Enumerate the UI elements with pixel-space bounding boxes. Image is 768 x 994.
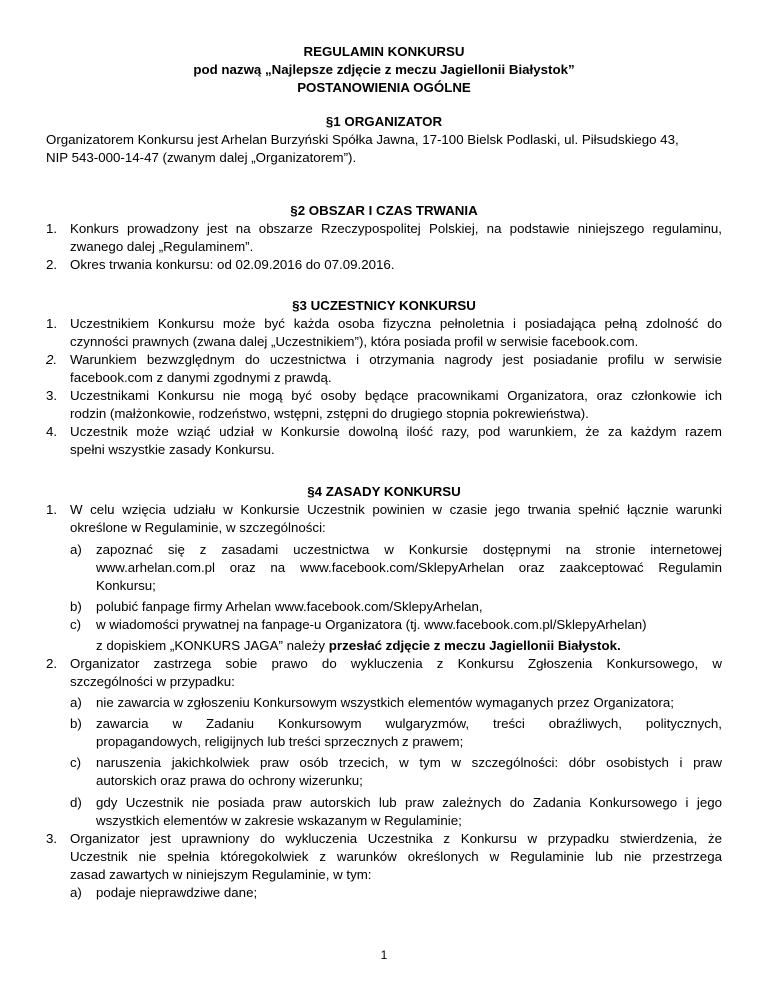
list-item-text: szczególności w przypadku: (70, 674, 235, 689)
list-number: 2. (46, 352, 58, 367)
sublist-item-text: www.arhelan.com.pl oraz na www.facebook.com/SklepyArhelan oraz zaakceptować Regulamin (96, 560, 722, 575)
section-1-line: Organizatorem Konkursu jest Arhelan Burzyński Spółka Jawna, 17-100 Bielsk Podlaski, ul. Piłsudskiego 43, (46, 132, 679, 147)
list-item-text: Uczestnik może wziąć udział w Konkursie dowolną ilość razy, pod warunkiem, że za każdym razem (70, 424, 722, 439)
list-item-text: rodzin (małżonkowie, rodzeństwo, wstępni, zstępni do drugiego stopnia pokrewieństwa). (70, 406, 589, 421)
sublist-item-text: propagandowych, religijnych lub treści sprzecznych z prawem; (96, 734, 464, 749)
general-provisions-heading: POSTANOWIENIA OGÓLNE (297, 80, 471, 95)
sublist-label: a) (70, 695, 82, 710)
list-item-text: Okres trwania konkursu: od 02.09.2016 do 07.09.2016. (70, 257, 395, 272)
sublist-item-text: nie zawarcia w zgłoszeniu Konkursowym wszystkich elementów wymaganych przez Organizatora; (96, 695, 674, 710)
list-item-text: zwanego dalej „Regulaminem”. (70, 239, 254, 254)
list-number: 1. (46, 502, 58, 517)
list-item-text: określone w Regulaminie, w szczególności: (70, 520, 326, 535)
list-item-text: W celu wzięcia udziału w Konkursie Uczestnik powinien w czasie jego trwania spełnić łącznie warunki (70, 502, 722, 517)
list-item-text: czynności prawnych (zwana dalej „Uczestnikiem”), która posiada profil w serwisie facebook.com. (70, 334, 639, 349)
list-number: 3. (46, 388, 58, 403)
sublist-label: b) (70, 716, 82, 731)
sublist-item-text: gdy Uczestnik nie posiada praw autorskich lub praw zależnych do Zadania Konkursowego i jego (96, 795, 722, 810)
sublist-item-text: zapoznać się z zasadami uczestnictwa w Konkursie dostępnymi na stronie internetowej (96, 542, 722, 557)
sublist-item-text: w wiadomości prywatnej na fanpage-u Organizatora (tj. www.facebook.com.pl/SklepyArhelan) (96, 617, 647, 632)
section-4-heading: §4 ZASADY KONKURSU (307, 484, 461, 499)
document-title: REGULAMIN KONKURSU (303, 44, 465, 59)
sublist-item-text: polubić fanpage firmy Arhelan www.facebook.com/SklepyArhelan, (96, 599, 483, 614)
sublist-label: a) (70, 885, 82, 900)
list-number: 3. (46, 831, 58, 846)
list-item-text: Organizator jest uprawniony do wykluczenia Uczestnika z Konkursu w przypadku stwierdzenia, że (70, 831, 722, 846)
list-item-text: Konkurs prowadzony jest na obszarze Rzeczypospolitej Polskiej, na podstawie niniejszego regulaminu, (70, 221, 722, 236)
sublist-item-text: naruszenia jakichkolwiek praw osób trzecich, w tym w szczególności: dóbr osobistych i praw (96, 755, 722, 770)
sublist-item-text: wszystkich elementów w zakresie wskazanym w Regulaminie; (96, 813, 462, 828)
sublist-label: d) (70, 795, 82, 810)
section-1-heading: §1 ORGANIZATOR (325, 114, 443, 129)
sublist-item-text: zawarcia w Zadaniu Konkursowym wulgaryzmów, treści obraźliwych, politycznych, (96, 716, 722, 731)
sublist-item-text: Konkursu; (96, 578, 156, 593)
list-item-text: facebook.com z danymi zgodnymi z prawdą. (70, 370, 332, 385)
list-number: 4. (46, 424, 58, 439)
list-number: 2. (46, 656, 58, 671)
list-item-text: Uczestnik nie spełnia któregokolwiek z warunków określonych w Regulaminie lub nie przestrzega (70, 849, 722, 864)
document-subtitle: pod nazwą „Najlepsze zdjęcie z meczu Jagiellonii Białystok” (193, 62, 575, 77)
sublist-label: b) (70, 599, 82, 614)
sublist-label: c) (70, 755, 82, 770)
section-1-line: NIP 543-000-14-47 (zwanym dalej „Organizatorem”). (46, 150, 357, 165)
sublist-item-text: autorskich oraz prawa do ochrony wizerunku; (96, 773, 363, 788)
list-item-text: Uczestnikiem Konkursu może być każda osoba fizyczna pełnoletnia i posiadająca pełną zdolność do (70, 316, 722, 331)
list-item-text: spełni wszystkie zasady Konkursu. (70, 442, 275, 457)
sublist-label: c) (70, 617, 82, 632)
section-2-heading: §2 OBSZAR I CZAS TRWANIA (290, 203, 478, 218)
sublist-item-text-regular: z dopiskiem „KONKURS JAGA” należy (96, 638, 329, 653)
list-item-text: zasad zawartych w niniejszym Regulaminie, w tym: (70, 867, 372, 882)
list-number: 1. (46, 316, 58, 331)
page-number: 1 (380, 948, 388, 962)
list-number: 2. (46, 257, 58, 272)
sublist-item-text (96, 637, 621, 655)
list-item-text: Organizator zastrzega sobie prawo do wykluczenia z Konkursu Zgłoszenia Konkursowego, w (70, 656, 722, 671)
section-3-heading: §3 UCZESTNICY KONKURSU (292, 298, 476, 313)
sublist-item-text-emphasis: przesłać zdjęcie z meczu Jagiellonii Białystok. (328, 638, 621, 653)
sublist-label: a) (70, 542, 82, 557)
list-item-text: Uczestnikami Konkursu nie mogą być osoby będące pracownikami Organizatora, oraz członkowie ich (70, 388, 722, 403)
list-item-text: Warunkiem bezwzględnym do uczestnictwa i otrzymania nagrody jest posiadanie profilu w serwisie (70, 352, 722, 367)
list-number: 1. (46, 221, 58, 236)
sublist-item-text: podaje nieprawdziwe dane; (96, 885, 258, 900)
